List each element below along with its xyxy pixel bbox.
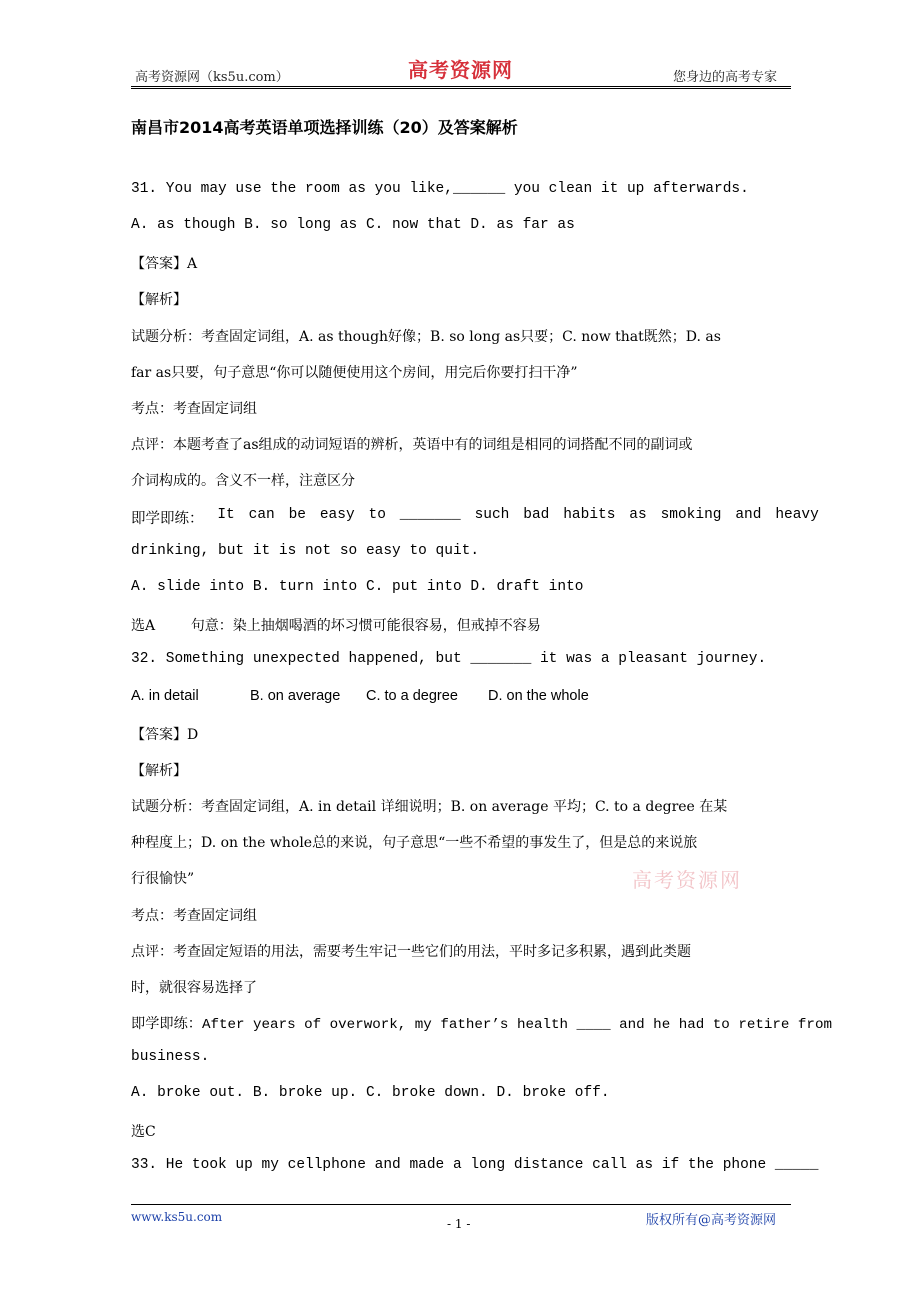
page-title: 南昌市2014高考英语单项选择训练（20）及答案解析 (131, 118, 518, 137)
practice-word: easy (319, 507, 355, 523)
header-left-text: 高考资源网（ks5u.com） (135, 70, 289, 85)
q31-answer: 【答案】A (131, 256, 198, 272)
q31-question: 31. You may use the room as you like,______ you clean it up afterwards. (131, 181, 749, 197)
q31-options: A. as though B. so long as C. now that D. as far as (131, 217, 575, 233)
q32-option-d: D. on the whole (488, 688, 589, 704)
q32-option-c: C. to a degree (366, 688, 458, 704)
practice-word: be (288, 507, 306, 523)
practice-word: heavy (775, 507, 819, 523)
q32-analysis-line-1: 试题分析：考查固定词组，A. in detail 详细说明；B. on average 平均；C. to a degree 在某 (131, 799, 728, 815)
q32-analysis-line-3: 行很愉快” (131, 871, 195, 887)
header-rule-second (131, 88, 791, 89)
q31-analysis-heading: 【解析】 (131, 292, 187, 308)
header-rule (131, 86, 791, 87)
practice-blank: _______ (399, 507, 461, 523)
q32-question: 32. Something unexpected happened, but _______ it was a pleasant journey. (131, 651, 767, 667)
practice-word: bad (523, 507, 550, 523)
practice-word: It (217, 507, 235, 523)
q31-practice-line-1 (131, 507, 819, 528)
q31-analysis-line-2: far as只要，句子意思“你可以随便使用这个房间，用完后你要打扫干净” (131, 365, 578, 381)
practice-word: such (474, 507, 510, 523)
q32-point: 考点：考查固定词组 (131, 908, 257, 924)
practice-word: can (248, 507, 275, 523)
q31-comment-line-2: 介词构成的。含义不一样，注意区分 (131, 473, 355, 489)
q32-practice-line-2: business. (131, 1049, 210, 1065)
q31-comment-line-1: 点评：本题考查了as组成的动词短语的辨析，英语中有的词组是相同的词搭配不同的副词或 (131, 437, 693, 453)
q32-comment-line-1: 点评：考查固定短语的用法，需要考生牢记一些它们的用法，平时多记多积累，遇到此类题 (131, 944, 691, 960)
header-logo: 高考资源网 (408, 58, 513, 82)
practice-word: to (368, 507, 386, 523)
q32-practice-answer: 选C (131, 1124, 156, 1140)
q32-comment-line-2: 时，就很容易选择了 (131, 980, 257, 996)
q31-practice-line-2: drinking, but it is not so easy to quit. (131, 543, 480, 559)
q32-analysis-line-2: 种程度上；D. on the whole总的来说，句子意思“一些不希望的事发生了，但是总的来说旅 (131, 835, 698, 851)
q31-practice-options: A. slide into B. turn into C. put into D. draft into (131, 579, 584, 595)
practice-word: 即学即练： (131, 512, 204, 528)
q31-point: 考点：考查固定词组 (131, 401, 257, 417)
practice-word: and (735, 507, 762, 523)
q33-question: 33. He took up my cellphone and made a long distance call as if the phone _____ (131, 1157, 819, 1173)
q32-practice-options: A. broke out. B. broke up. C. broke down. D. broke off. (131, 1085, 610, 1101)
q32-practice-line-1: 即学即练：After years of overwork, my father’s health ____ and he had to retire from (131, 1017, 832, 1033)
watermark-logo: 高考资源网 (632, 868, 742, 892)
q32-option-b: B. on average (250, 688, 341, 704)
practice-word: smoking (660, 507, 722, 523)
q31-practice-answer: 选A 句意：染上抽烟喝酒的坏习惯可能很容易，但戒掉不容易 (131, 618, 541, 634)
header-right-text: 您身边的高考专家 (673, 70, 778, 85)
practice-word: habits (563, 507, 616, 523)
q32-analysis-heading: 【解析】 (131, 763, 187, 779)
q32-option-a: A. in detail (131, 688, 199, 704)
q31-analysis-line-1: 试题分析：考查固定词组，A. as though好像；B. so long as只要；C. now that既然；D. as (131, 329, 721, 345)
page-number: - 1 - (447, 1217, 471, 1231)
practice-word: as (629, 507, 647, 523)
footer-rule (131, 1204, 791, 1205)
footer-copyright: 版权所有@高考资源网 (646, 1213, 777, 1228)
footer-site-link[interactable]: www.ks5u.com (131, 1210, 223, 1224)
q32-answer: 【答案】D (131, 727, 199, 743)
